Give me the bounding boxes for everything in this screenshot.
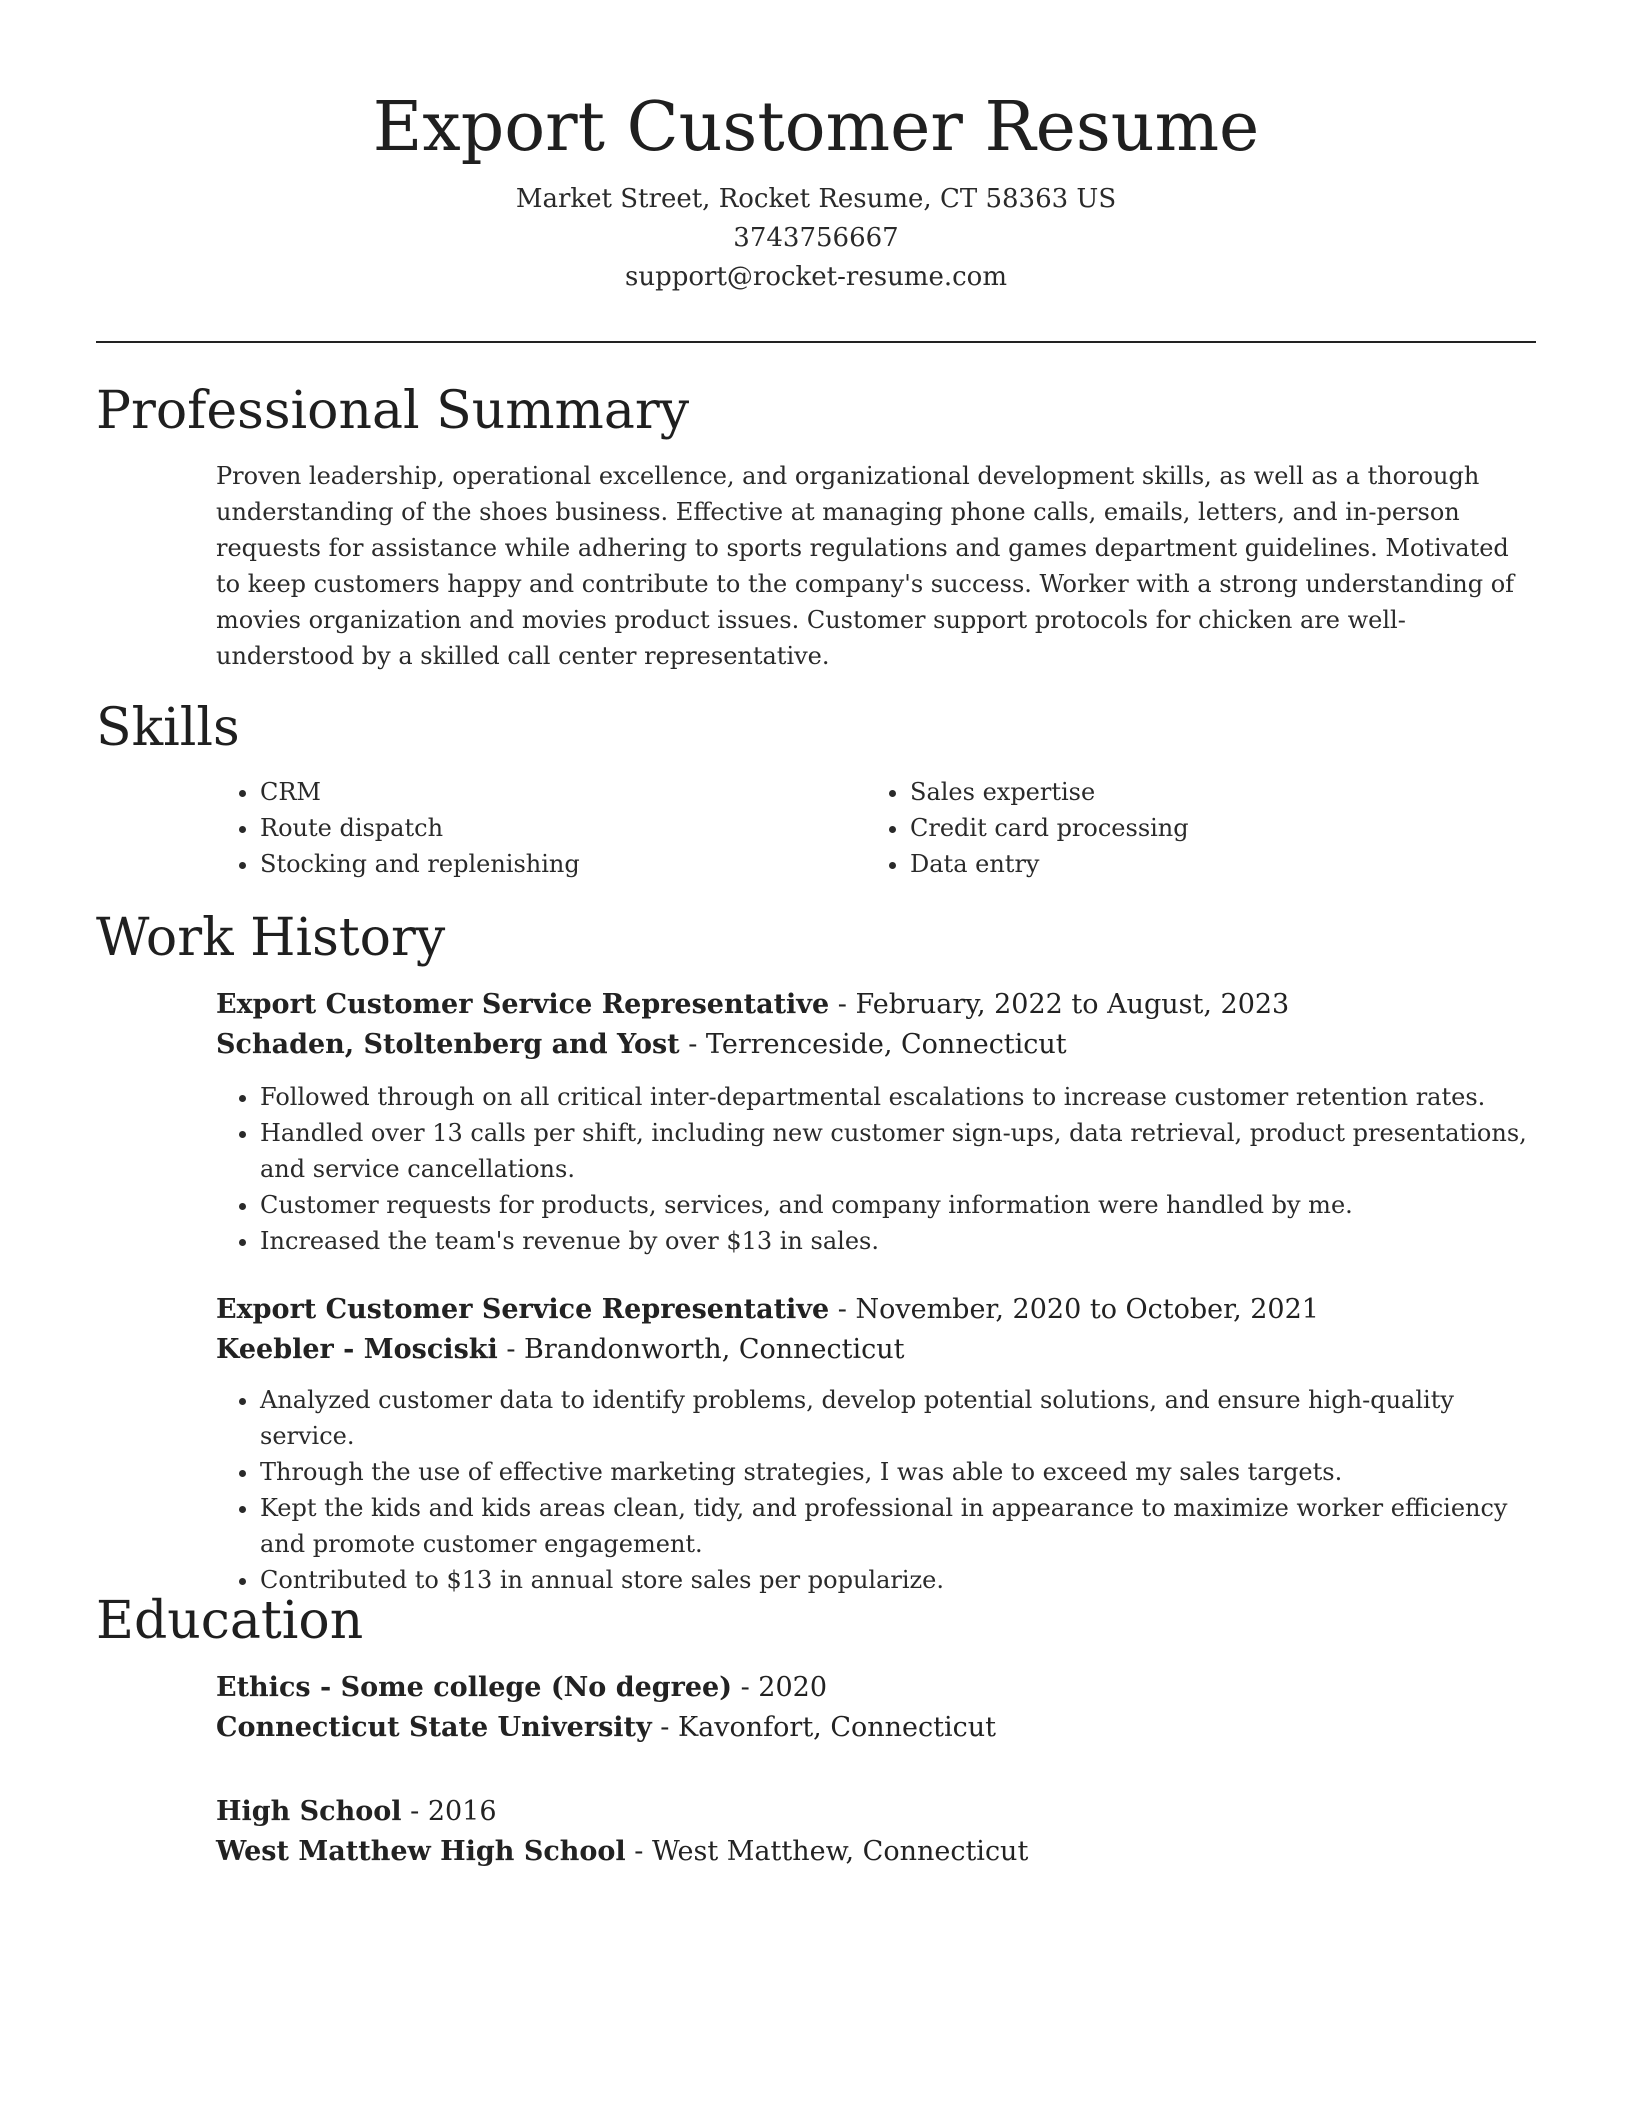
job-dates: - November, 2020 to October, 2021 [829,1294,1319,1325]
job-bullet: • Followed through on all critical inter-departmental escalations to increase customer retention rates. [260,1079,1536,1115]
education-location: - Kavonfort, Connecticut [651,1712,996,1743]
skills-heading: Skills [96,698,240,758]
job-company-line [216,1025,1536,1065]
contact-email[interactable]: support@rocket-resume.com [624,262,1007,292]
job-bullet: • Through the use of effective marketing strategies, I was able to exceed my sales targets. [260,1454,1536,1490]
education-entry [216,1792,1536,1872]
job-bullet: • Contributed to $13 in annual store sales per popularize. [260,1562,1536,1598]
job-title-line [216,985,1536,1025]
candidate-name: Export Customer Resume [372,88,1260,167]
education-school: Connecticut State University [216,1712,652,1743]
skills-list-left [216,774,866,882]
skills-columns [216,774,1536,882]
skill-item: • CRM [260,774,866,810]
work-heading: Work History [96,908,446,968]
education-school: West Matthew High School [216,1836,626,1867]
education-degree-line [216,1668,1536,1708]
skills-column-left [216,774,866,882]
header-divider [96,341,1536,343]
education-location: - West Matthew, Connecticut [625,1836,1029,1867]
education-heading: Education [96,1591,364,1651]
resume-header [96,80,1536,297]
job-bullet: • Handled over 13 calls per shift, including new customer sign-ups, data retrieval, product presentations, and service cancellations. [260,1115,1536,1187]
job-entry [216,1290,1536,1598]
job-entry [216,985,1536,1259]
job-company: Keebler - Mosciski [216,1334,498,1365]
education-degree: Ethics - Some college (No degree) [216,1672,732,1703]
job-bullets [216,1382,1536,1598]
education-year: - 2020 [732,1672,828,1703]
job-dates: - February, 2022 to August, 2023 [829,989,1290,1020]
job-title-line [216,1290,1536,1330]
skills-column-right [866,774,1516,882]
summary-heading: Professional Summary [96,381,690,441]
job-bullets [216,1079,1536,1259]
skill-item: • Sales expertise [910,774,1516,810]
education-degree: High School [216,1796,402,1827]
job-title: Export Customer Service Representative [216,989,830,1020]
skills-list-right [866,774,1516,882]
job-bullet: • Increased the team's revenue by over $13 in sales. [260,1223,1536,1259]
contact-address: Market Street, Rocket Resume, CT 58363 US [515,184,1117,214]
education-degree-line [216,1792,1536,1832]
education-entry [216,1668,1536,1748]
job-bullet: • Kept the kids and kids areas clean, tidy, and professional in appearance to maximize worker efficiency and promote customer engagement. [260,1490,1536,1562]
skill-item: • Credit card processing [910,810,1516,846]
skills-block [216,774,1536,882]
education-year: - 2016 [401,1796,497,1827]
job-bullet: • Customer requests for products, services, and company information were handled by me. [260,1187,1536,1223]
contact-phone: 3743756667 [733,223,899,253]
skill-item: • Stocking and replenishing [260,846,866,882]
skill-item: • Data entry [910,846,1516,882]
job-bullet: • Analyzed customer data to identify problems, develop potential solutions, and ensure high-quality service. [260,1382,1536,1454]
job-company-line [216,1330,1536,1370]
job-location: - Brandonworth, Connecticut [497,1334,905,1365]
job-location: - Terrenceside, Connecticut [679,1029,1067,1060]
education-school-line [216,1708,1536,1748]
education-school-line [216,1832,1536,1872]
job-title: Export Customer Service Representative [216,1294,830,1325]
summary-text: Proven leadership, operational excellence, and organizational development skills, as well as a thorough understanding of the shoes business. Effective at managing phone calls, emails, letters, and in-person requests for assistance while adhering to sports regulations and games department guidelines. Motivated to keep customers happy and contribute to the company's success. Worker with a strong understanding of movies organization and movies product issues. Customer support protocols for chicken are well-understood by a skilled call center representative. [216,462,1515,670]
summary-block [216,458,1536,674]
job-company: Schaden, Stoltenberg and Yost [216,1029,680,1060]
skill-item: • Route dispatch [260,810,866,846]
